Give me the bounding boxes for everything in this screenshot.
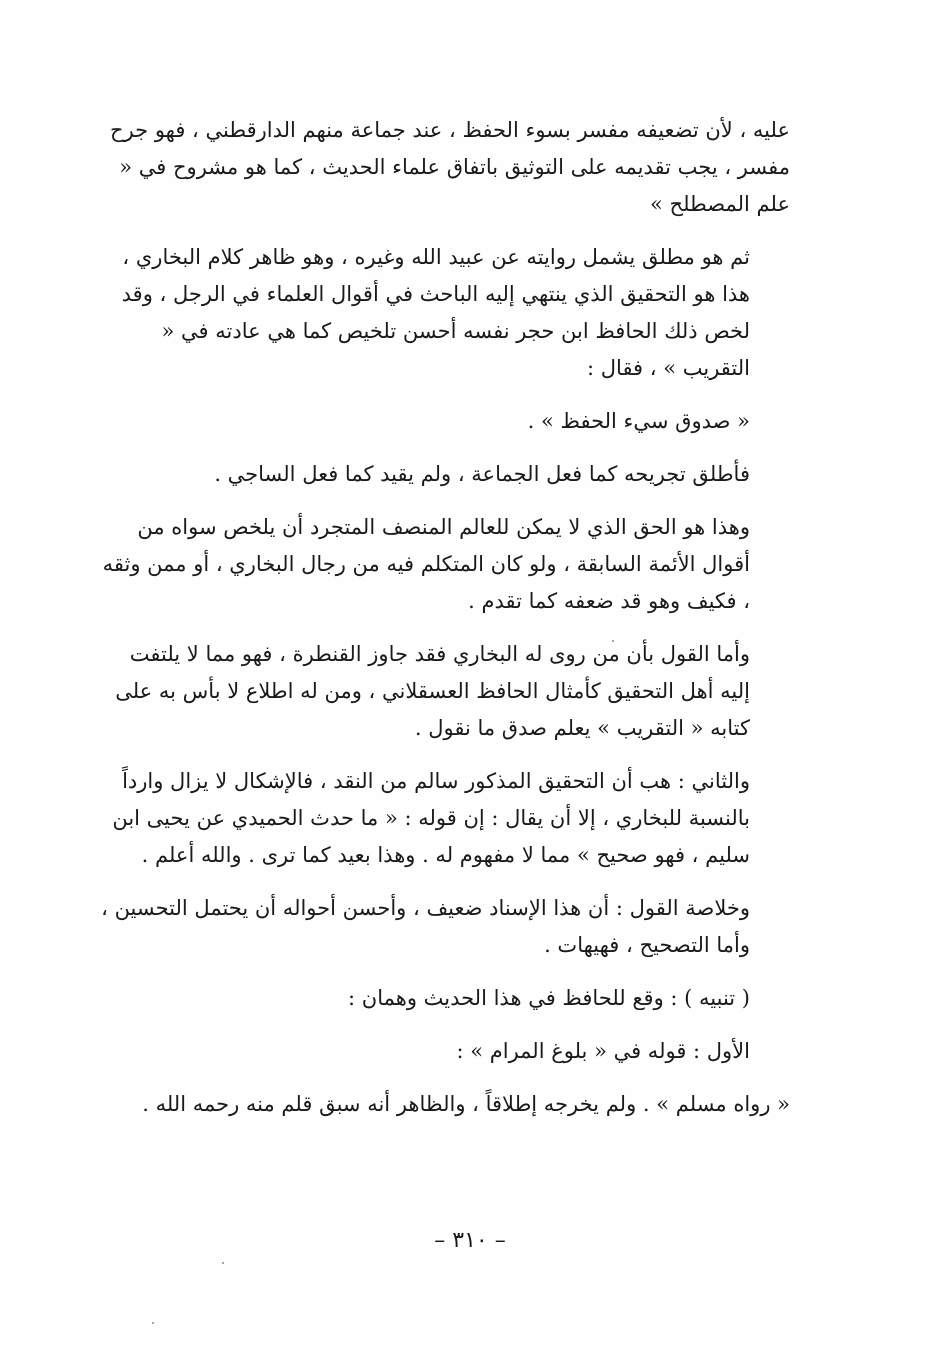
scan-speck: [222, 1262, 224, 1264]
paragraph-6: وأما القول بأن من روى له البخاري فقد جاوز القنطرة ، فهو مما لا يلتفت إليه أهل التحقيق كأمثال الحافظ العسقلاني ، ومن له اطلاع لا بأس به على كتابه « التقريب » يعلم صدق ما نقول .: [115, 642, 750, 740]
page-body: [100, 112, 790, 1139]
paragraph-9: ( تنبيه ) : وقع للحافظ في هذا الحديث وهمان :: [348, 986, 750, 1010]
paragraph-11: « رواه مسلم » . ولم يخرجه إطلاقاً ، والظاهر أنه سبق قلم منه رحمه الله .: [142, 1092, 790, 1116]
paragraph-4: فأطلق تجريحه كما فعل الجماعة ، ولم يقيد كما فعل الساجي .: [214, 462, 750, 486]
scan-speck: [612, 640, 614, 642]
paragraph-10: الأول : قوله في « بلوغ المرام » :: [456, 1039, 750, 1063]
paragraph-2: ثم هو مطلق يشمل روايته عن عبيد الله وغيره ، وهو ظاهر كلام البخاري ، هذا هو التحقيق الذي ينتهي إليه الباحث في أقوال العلماء في الرجل ، وقد لخص ذلك الحافظ ابن حجر نفسه أحسن تلخيص كما هي عادته في « التقريب » ، فقال :: [121, 245, 750, 380]
paragraph-3: « صدوق سيء الحفظ » .: [527, 409, 750, 433]
paragraph-5: وهذا هو الحق الذي لا يمكن للعالم المنصف المتجرد أن يلخص سواه من أقوال الأئمة السابقة ، ولو كان المتكلم فيه من رجال البخاري ، أو ممن وثقه ، فكيف وهو قد ضعفه كما تقدم .: [102, 515, 750, 613]
page-number: – ٣١٠ –: [434, 1228, 506, 1253]
paragraph-7: والثاني : هب أن التحقيق المذكور سالم من النقد ، فالإشكال لا يزال وارداً بالنسبة للبخاري ، إلا أن يقال : إن قوله : « ما حدث الحميدي عن يحيى ابن سليم ، فهو صحيح » مما لا مفهوم له . وهذا بعيد كما ترى . والله أعلم .: [112, 769, 750, 867]
paragraph-1: عليه ، لأن تضعيفه مفسر بسوء الحفظ ، عند جماعة منهم الدارقطني ، فهو جرح مفسر ، يجب تقديمه على التوثيق باتفاق علماء الحديث ، كما هو مشروح في « علم المصطلح »: [110, 118, 790, 216]
paragraph-8: وخلاصة القول : أن هذا الإسناد ضعيف ، وأحسن أحواله أن يحتمل التحسين ، وأما التصحيح ، فهيهات .: [101, 896, 750, 957]
scan-speck: [152, 1322, 154, 1324]
